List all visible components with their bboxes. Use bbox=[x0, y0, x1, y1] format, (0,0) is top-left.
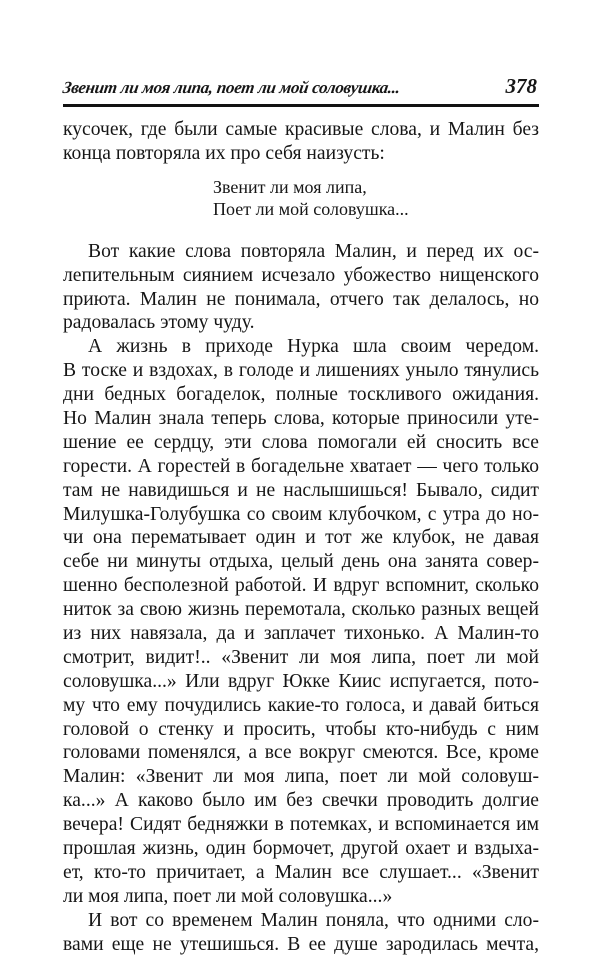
paragraph bbox=[63, 909, 539, 957]
text-line: горести. А горестей в богадельне хватает — чего только bbox=[63, 455, 539, 477]
text-line: кусочек, где были самые красивые слова, и Малин без bbox=[63, 119, 539, 140]
text-line: вечера! Сидят бедняжки в потемках, и вспоминается им bbox=[63, 814, 539, 836]
page-body bbox=[63, 118, 539, 957]
text-line: головами поменялся, а все вокруг смеются. Все, кроме bbox=[63, 742, 539, 764]
page-header bbox=[63, 68, 539, 107]
text-line: ли моя липа, поет ли мой соловушка...» bbox=[63, 885, 393, 907]
text-line: Вот какие слова повторяла Малин, и перед их ос- bbox=[88, 240, 539, 262]
text-line: смотрит, видит!.. «Звенит ли моя липа, поет ли мой bbox=[63, 646, 539, 668]
text-line: ка...» А каково было им без свечки проводить долгие bbox=[63, 790, 539, 812]
text-line: соловушка...» Или вдруг Юкке Киис испугается, пото- bbox=[63, 670, 539, 692]
text-line: приюта. Малин не понимала, отчего так делалось, но bbox=[63, 288, 539, 310]
text-line: головой о стенку и просить, чтобы кто-нибудь с ним bbox=[63, 718, 539, 740]
text-line: ет, кто-то причитает, а Малин все слушает... «Звенит bbox=[63, 861, 539, 883]
text-line: В тоске и вздохах, в голоде и лишениях уныло тянулись bbox=[63, 360, 539, 382]
text-line: радовалась этому чуду. bbox=[63, 312, 255, 334]
poem-line: Поет ли мой соловушка... bbox=[213, 198, 409, 219]
text-line: му что ему почудились какие-то голоса, и давай биться bbox=[63, 694, 539, 716]
text-line: Но Малин знала теперь слова, которые приносили уте- bbox=[63, 408, 539, 430]
text-line: себе ни минуты отдыха, целый день она занята совер- bbox=[63, 551, 539, 573]
poem-quote bbox=[213, 176, 539, 220]
text-line: прошлая жизнь, один бормочет, другой охает и вздыха- bbox=[63, 838, 539, 860]
text-line: И вот со временем Малин поняла, что одними сло- bbox=[88, 909, 539, 931]
intro-paragraph bbox=[63, 118, 539, 166]
text-line: шение ее сердцу, эти слова помогали ей сносить все bbox=[63, 431, 539, 453]
running-head: Звенит ли моя липа, поет ли мой соловушка... bbox=[61, 78, 402, 97]
text-line: ниток за свою жизнь перемотала, сколько разных вещей bbox=[63, 599, 539, 621]
text-line: конца повторяла их про себя наизусть: bbox=[63, 142, 385, 164]
text-line: шенно бесполезной работой. И вдруг вспомнит, сколько bbox=[63, 575, 539, 597]
page-number: 378 bbox=[505, 74, 537, 98]
text-line: лепительным сиянием исчезало убожество нищенского bbox=[63, 264, 539, 286]
poem-line: Звенит ли моя липа, bbox=[213, 176, 367, 197]
text-line: там не навидишься и не наслышишься! Бывало, сидит bbox=[63, 479, 539, 501]
text-line: Милушка-Голубушка со своим клубочком, с утра до но- bbox=[63, 503, 539, 525]
text-line: вами еще не утешишься. В ее душе зародилась мечта, bbox=[63, 933, 539, 955]
paragraph bbox=[63, 240, 539, 336]
text-line: дни бедных богаделок, полные тоскливого ожидания. bbox=[63, 384, 539, 406]
paragraph bbox=[63, 335, 539, 908]
text-line: А жизнь в приходе Нурка шла своим чередом. bbox=[88, 336, 539, 358]
text-line: Малин: «Звенит ли моя липа, поет ли мой соловуш- bbox=[63, 766, 539, 788]
text-line: чи она перематывает один и тот же клубок, не давая bbox=[63, 527, 539, 549]
text-line: из них навязала, да и заплачет тихонько. А Малин-то bbox=[63, 623, 539, 645]
